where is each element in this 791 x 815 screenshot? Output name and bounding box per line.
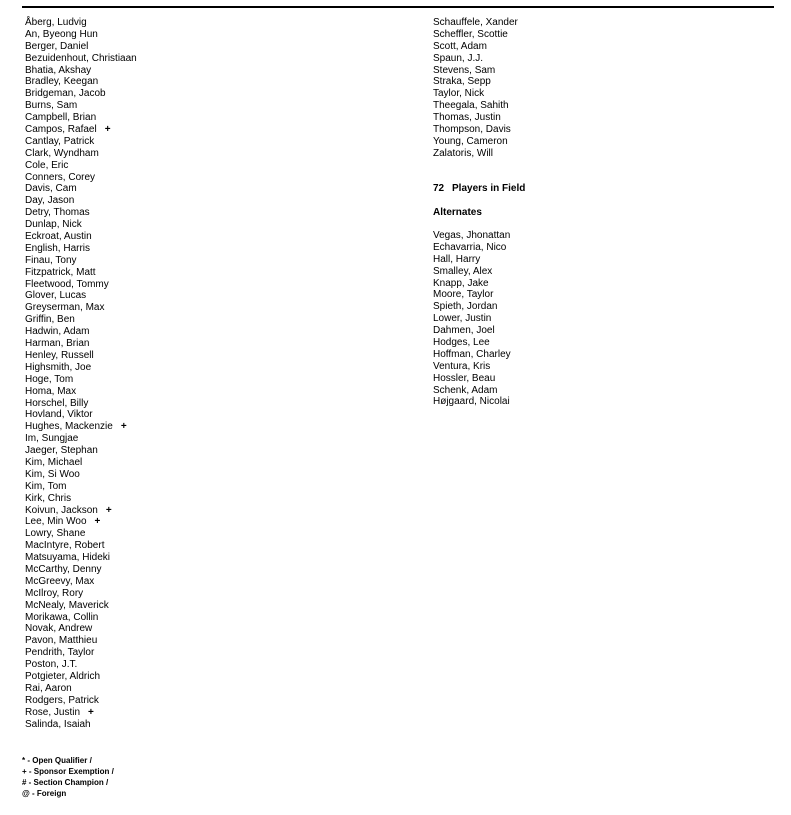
- player-name: Rodgers, Patrick: [25, 694, 99, 706]
- player-row: [25, 576, 137, 588]
- legend-item: * - Open Qualifier /: [22, 756, 92, 765]
- alternate-row: Hall, Harry: [433, 253, 481, 265]
- exemption-mark: +: [104, 124, 111, 136]
- alternate-row: Vegas, Jhonattan: [433, 230, 511, 241]
- player-name: Pavon, Matthieu: [25, 635, 98, 647]
- alternate-row: Knapp, Jake: [433, 277, 489, 289]
- player-name: Griffin, Ben: [25, 314, 75, 326]
- player-name: Scott, Adam: [433, 40, 487, 52]
- player-name: Homa, Max: [25, 385, 77, 397]
- player-row: [25, 160, 137, 172]
- player-row: [433, 41, 518, 53]
- player-name: Greyserman, Max: [25, 302, 105, 314]
- player-row: [25, 457, 137, 469]
- player-row: [25, 76, 137, 88]
- player-row: [433, 17, 518, 29]
- player-row: [25, 505, 137, 517]
- alternates-heading: Alternates: [433, 207, 482, 218]
- player-name: Fitzpatrick, Matt: [25, 266, 96, 278]
- player-row: [25, 493, 137, 505]
- player-row: [25, 29, 137, 41]
- player-row: [25, 552, 137, 564]
- legend: [22, 755, 114, 799]
- player-name: Fleetwood, Tommy: [25, 278, 109, 290]
- legend-item: # - Section Champion /: [22, 778, 109, 787]
- player-row: [25, 588, 137, 600]
- alternate-row: Moore, Taylor: [433, 289, 494, 301]
- player-name: Spaun, J.J.: [433, 52, 484, 64]
- alternate-row: Ventura, Kris: [433, 360, 491, 372]
- player-row: [25, 433, 137, 445]
- player-name: Taylor, Nick: [433, 88, 485, 100]
- player-row: [433, 100, 518, 112]
- player-name: Thompson, Davis: [433, 124, 511, 136]
- player-row: [25, 338, 137, 350]
- player-name: An, Byeong Hun: [25, 28, 98, 40]
- player-name: Highsmith, Joe: [25, 361, 92, 373]
- player-row: [25, 409, 137, 421]
- player-row: [25, 17, 137, 29]
- player-row: [25, 231, 137, 243]
- player-list-right: [433, 17, 518, 160]
- player-row: [25, 207, 137, 219]
- exemption-mark: +: [120, 421, 127, 433]
- player-name: Potgieter, Aldrich: [25, 670, 101, 682]
- player-row: [25, 279, 137, 291]
- player-name: McIlroy, Rory: [25, 587, 84, 599]
- player-row: [25, 516, 137, 528]
- legend-item: @ - Foreign: [22, 789, 67, 798]
- player-name: Theegala, Sahith: [433, 100, 509, 112]
- player-row: [25, 326, 137, 338]
- player-row: [25, 707, 137, 719]
- player-name: Cole, Eric: [25, 159, 69, 171]
- player-row: [25, 302, 137, 314]
- player-name: Burns, Sam: [25, 100, 78, 112]
- player-name: Campbell, Brian: [25, 112, 97, 124]
- player-row: [25, 683, 137, 695]
- alternate-row: Hoffman, Charley: [433, 348, 511, 360]
- player-row: [25, 469, 137, 481]
- alternate-row: Hossler, Beau: [433, 372, 496, 384]
- player-row: [25, 612, 137, 624]
- player-row: [25, 41, 137, 53]
- player-name: Im, Sungjae: [25, 433, 79, 445]
- player-name: Conners, Corey: [25, 171, 96, 183]
- player-row: [433, 136, 518, 148]
- player-row: [25, 362, 137, 374]
- player-name: Glover, Lucas: [25, 290, 87, 302]
- player-name: Rai, Aaron: [25, 682, 72, 694]
- alternate-row: Lower, Justin: [433, 313, 492, 325]
- exemption-mark: +: [105, 504, 112, 516]
- player-name: Koivun, Jackson: [25, 504, 98, 516]
- player-row: [25, 195, 137, 207]
- player-row: [25, 350, 137, 362]
- player-row: [25, 481, 137, 493]
- player-name: Kim, Michael: [25, 456, 83, 468]
- player-row: [25, 659, 137, 671]
- alternates-list: [433, 230, 511, 408]
- player-row: [25, 528, 137, 540]
- player-name: Jaeger, Stephan: [25, 445, 98, 457]
- exemption-mark: +: [94, 516, 101, 528]
- player-row: [25, 398, 137, 410]
- player-name: Morikawa, Collin: [25, 611, 99, 623]
- player-name: Davis, Cam: [25, 183, 77, 195]
- player-row: [25, 53, 137, 65]
- player-name: Hadwin, Adam: [25, 326, 90, 338]
- player-name: Day, Jason: [25, 195, 75, 207]
- player-row: [25, 267, 137, 279]
- player-row: [25, 136, 137, 148]
- player-name: English, Harris: [25, 242, 91, 254]
- player-name: Dunlap, Nick: [25, 219, 82, 231]
- player-row: [25, 124, 137, 136]
- player-name: McNealy, Maverick: [25, 599, 109, 611]
- player-name: Young, Cameron: [433, 135, 508, 147]
- player-list-left: [25, 17, 137, 730]
- alternate-row: Dahmen, Joel: [433, 325, 495, 337]
- player-row: [25, 183, 137, 195]
- player-row: [25, 647, 137, 659]
- player-name: Horschel, Billy: [25, 397, 89, 409]
- player-name: Åberg, Ludvig: [25, 17, 87, 28]
- player-name: Bradley, Keegan: [25, 76, 99, 88]
- player-name: Hughes, Mackenzie: [25, 421, 113, 433]
- player-name: Salinda, Isaiah: [25, 718, 91, 730]
- player-row: [25, 635, 137, 647]
- player-name: Lowry, Shane: [25, 528, 86, 540]
- player-row: [433, 53, 518, 65]
- player-row: [433, 148, 518, 160]
- player-name: Berger, Daniel: [25, 40, 89, 52]
- player-row: [25, 255, 137, 267]
- alternate-row: Echavarria, Nico: [433, 241, 507, 253]
- player-name: Harman, Brian: [25, 338, 90, 350]
- player-name: Campos, Rafael: [25, 124, 97, 136]
- player-name: Matsuyama, Hideki: [25, 552, 111, 564]
- player-row: [433, 65, 518, 77]
- alternate-row: Spieth, Jordan: [433, 301, 498, 313]
- player-name: Henley, Russell: [25, 349, 94, 361]
- player-row: [433, 88, 518, 100]
- player-row: [25, 600, 137, 612]
- alternate-row: Smalley, Alex: [433, 265, 493, 277]
- player-row: [25, 112, 137, 124]
- player-name: Cantlay, Patrick: [25, 135, 95, 147]
- player-name: Pendrith, Taylor: [25, 647, 95, 659]
- player-row: [25, 100, 137, 112]
- player-name: Stevens, Sam: [433, 64, 496, 76]
- player-name: Straka, Sepp: [433, 76, 491, 88]
- player-row: [25, 386, 137, 398]
- player-row: [25, 374, 137, 386]
- player-name: Poston, J.T.: [25, 659, 78, 671]
- player-name: Thomas, Justin: [433, 112, 501, 124]
- player-name: Bhatia, Akshay: [25, 64, 92, 76]
- player-row: [433, 76, 518, 88]
- player-name: Clark, Wyndham: [25, 147, 99, 159]
- player-row: [25, 719, 137, 731]
- player-row: [25, 219, 137, 231]
- player-name: Rose, Justin: [25, 706, 81, 718]
- player-row: [433, 124, 518, 136]
- player-name: Kim, Si Woo: [25, 468, 80, 480]
- player-row: [25, 671, 137, 683]
- player-name: McGreevy, Max: [25, 575, 95, 587]
- legend-item: + - Sponsor Exemption /: [22, 767, 114, 776]
- player-row: [25, 564, 137, 576]
- player-row: [25, 88, 137, 100]
- player-row: [25, 290, 137, 302]
- player-row: [25, 243, 137, 255]
- exemption-mark: +: [88, 706, 94, 718]
- player-row: [25, 445, 137, 457]
- player-row: [25, 540, 137, 552]
- field-count-number: 72: [433, 183, 445, 194]
- player-row: [25, 65, 137, 77]
- player-row: [25, 421, 137, 433]
- player-row: [25, 623, 137, 635]
- player-name: Detry, Thomas: [25, 207, 90, 219]
- player-name: MacIntyre, Robert: [25, 540, 105, 552]
- player-name: Hovland, Viktor: [25, 409, 93, 421]
- player-row: [25, 695, 137, 707]
- player-name: Schauffele, Xander: [433, 17, 518, 28]
- player-row: [25, 172, 137, 184]
- player-name: Eckroat, Austin: [25, 231, 92, 243]
- player-name: Lee, Min Woo: [25, 516, 87, 528]
- player-name: Finau, Tony: [25, 254, 77, 266]
- alternate-row: Schenk, Adam: [433, 384, 498, 396]
- alternate-row: Højgaard, Nicolai: [433, 396, 510, 408]
- player-name: Novak, Andrew: [25, 623, 93, 635]
- player-name: Zalatoris, Will: [433, 147, 494, 159]
- top-divider: [22, 6, 774, 8]
- player-row: [433, 112, 518, 124]
- player-name: McCarthy, Denny: [25, 563, 102, 575]
- player-name: Bezuidenhout, Christiaan: [25, 52, 137, 64]
- player-name: Kim, Tom: [25, 480, 67, 492]
- player-row: [433, 29, 518, 41]
- player-name: Hoge, Tom: [25, 373, 74, 385]
- player-name: Scheffler, Scottie: [433, 28, 508, 40]
- player-name: Kirk, Chris: [25, 492, 72, 504]
- player-row: [25, 314, 137, 326]
- players-in-field-total: [433, 183, 525, 194]
- alternate-row: Hodges, Lee: [433, 337, 490, 349]
- player-row: [25, 148, 137, 160]
- player-name: Bridgeman, Jacob: [25, 88, 106, 100]
- field-count-label: Players in Field: [452, 183, 526, 194]
